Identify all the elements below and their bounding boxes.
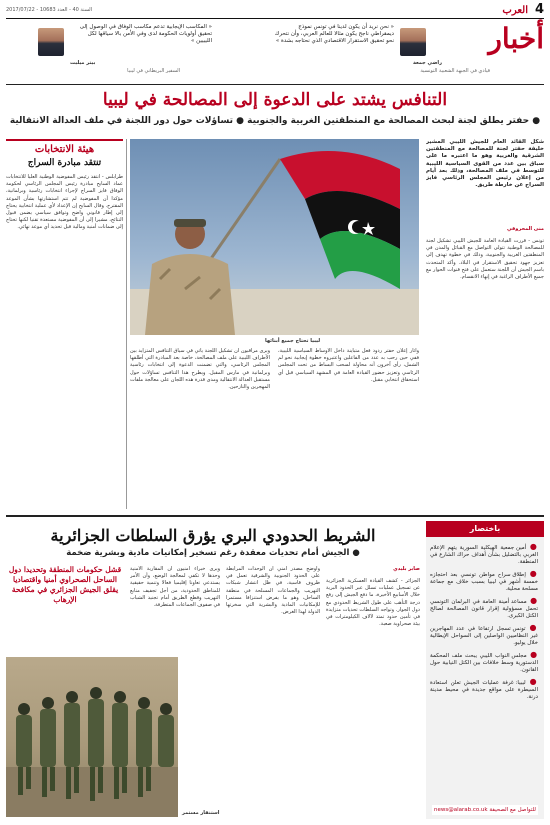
brief-item xyxy=(430,651,538,674)
headline: التنافس يشتد على الدعوة إلى المصالحة في ليبيا xyxy=(102,90,448,110)
subheadline: ● حفتر يطلق لجنة لبحث المصالحة مع المنطقتين الغربية والجنوبية ● تساؤلات حول دور اللجنة في ملف العدالة الانتقالية xyxy=(9,116,541,126)
box-subtitle: تنتقد مبادرة السراج xyxy=(27,158,102,168)
brief-text: أمين جمعية الهيكلية السورية يتهم الإعلام الغربي بالتضليل بشأن أهداف حراك الشارع في المنطقة. xyxy=(430,545,538,565)
quote-author-role: السفير البريطاني في ليبيا xyxy=(127,68,180,74)
dateline: السنة 40 - العدد 10683 - 2017/07/22 xyxy=(6,7,92,13)
sidebar-header: باختصار xyxy=(426,521,544,537)
article-lead: شكل القائد العام للجيش الليبي المشير خليفة حفتر لجنة للمصالحة مع المنطقتين الشرقية والغربية وهو ما اعتبره ما على سباق بين عدد من القوى السياسية الليبية للتوسط في ملف المصالحة، وذلك بعد أيام من إعلان رئيس المجلس الرئاسي فايز السراج عن خارطة طريق. xyxy=(426,139,544,189)
brief-text: تونس تسجل ارتفاعا في عدد المهاجرين غير النظاميين الواصلين إلى السواحل الإيطالية خلال يوليو. xyxy=(430,626,538,646)
byline: منى المحروقي xyxy=(506,226,544,232)
bullet-icon: ● xyxy=(526,596,538,605)
brief-item xyxy=(430,678,538,701)
brief-item xyxy=(430,597,538,620)
brief-text: مساعد أمينة العامة في البرلمان التونسي تحمل مسؤولية إقرار قانون المصالحة لصالح الكتل الكبرى. xyxy=(430,599,538,619)
contact-email[interactable]: للتواصل مع الصحيفة news@alarab.co.uk xyxy=(434,807,536,813)
briefs-sidebar xyxy=(426,521,544,819)
quote-author: راضي جمعة xyxy=(412,60,442,66)
brief-text: مجلس النواب الليبي يبحث ملف المحكمة الدستورية وسط خلافات بين الكتل النيابية حول القانون. xyxy=(430,653,538,673)
brief-item xyxy=(430,543,538,566)
brief-item xyxy=(430,570,538,593)
quote-text: « نحن نريد أن يكون لدينا في تونس نموذج ديمقراطي ناجح يكون مثالا للعالم العربي، وأن نتحرك نحو تحقيق الاستقرار الاقتصادي الذي نحتاجه بشدة » xyxy=(274,24,394,44)
quote-author-role: قيادي في الجبهة الشعبية التونسية xyxy=(420,68,490,74)
bullet-icon: ● xyxy=(526,650,538,659)
box-rule xyxy=(6,139,123,141)
divider xyxy=(6,515,544,517)
quote-author: بيتر ميليت xyxy=(70,60,96,66)
quote-text: « المكاسب الإيجابية تدعم مكاسب الوفاق في الوصول إلى تحقيق أولويات الحكومة لدى وفي الأمن بالا سياقها لكل الليبيين » xyxy=(79,24,212,44)
article-column: وأثار إعلان حفتر ردود فعل متباينة داخل الأوساط السياسية الليبية، ففي حين رحب به عدد من الفاعلين واعتبروه خطوة إيجابية نحو لم الشمل، رأى آخرون أنه محاولة لسحب البساط من تحت المجلس الرئاسي وتعزيز حضور القيادة العامة في المشهد السياسي قبل أي استحقاق انتخابي مقبل. xyxy=(278,348,419,383)
pull-quote: قشل حكومات المنطقة وتحديدا دول الساحل الصحراوي أمنيا واقتصاديا يقلق الجيش الجزائري في مكافحة الإرهاب xyxy=(8,565,122,604)
avatar xyxy=(38,28,64,56)
page-header xyxy=(6,4,544,19)
bullet-icon: ● xyxy=(526,542,538,551)
newspaper-logo: العرب xyxy=(502,5,528,16)
article-column: الجزائر - كشف القيادة العسكرية الجزائرية عن تسجيل عمليات تسلل عبر الحدود البرية خلال الأسابيع الأخيرة، ما دفع الجيش إلى رفع درجة التأهب على طول الشريط الحدودي مع دول الجوار. وتواجه السلطات تحديات متزايدة في تأمين حدود تمتد لآلاف الكيلومترات في بيئة صحراوية صعبة. xyxy=(326,578,420,628)
photo-soldier-with-flag xyxy=(130,139,419,335)
box-title: هيئة الانتخابات xyxy=(34,144,95,155)
briefs-list xyxy=(426,539,544,799)
bullet-icon: ● xyxy=(525,623,538,632)
article-column: ويرى خبراء أمنيون أن المقاربة الأمنية وحدها لا تكفي لمعالجة الوضع، وأن الأمر يستدعي تعاونا إقليميا فعالا وتنمية حقيقية للمناطق الحدودية، من أجل تجفيف منابع التهريب وقطع الطريق أمام تجنيد الشباب في صفوف الجماعات المتطرفة. xyxy=(130,566,220,609)
divider xyxy=(6,84,544,85)
box-body: طرابلس - انتقد رئيس المفوضية الوطنية العليا للانتخابات عماد السايح مبادرة رئيس المجلس الرئاسي لحكومة الوفاق فايز السراج لإجراء انتخابات رئاسية وبرلمانية، مؤكدا أن المفوضية لم تتم استشارتها بشأن الموعد المقترح. وقال السايح إن الإعداد لأي عملية انتخابية يحتاج إلى إطار قانوني واضح وتوافق سياسي يضمن قبول النتائج، مشيرا إلى أن المفوضية مستعدة تقنيا لكنها تحتاج إلى ضمانات أمنية ومالية قبل تحديد أي موعد نهائي. xyxy=(6,174,123,231)
photo-caption: ليبيا تحتاج جميع أبنائها xyxy=(265,338,321,344)
photo-marching-soldiers xyxy=(6,657,178,817)
article-column: وأوضح مصدر أمني أن الوحدات المرابطة على الحدود الجنوبية والشرقية تعمل في ظروف قاسية، في ظل انتشار شبكات التهريب والجماعات المسلحة في منطقة الساحل، وهو ما يفرض استنزافا مستمرا للإمكانيات المادية والبشرية التي سخرتها الدولة لهذا الغرض. xyxy=(226,566,320,616)
page-number: 4 xyxy=(534,2,544,17)
article-column: تونس - قررت القيادة العامة للجيش الليبي تشكيل لجنة للمصالحة الوطنية تتولى التواصل مع القبائل والمدن في المنطقتين الغربية والجنوبية، وذلك في خطوة تهدف إلى تعزيز جهود تحقيق الاستقرار في البلاد. وأكد المتحدث باسم الجيش أن اللجنة ستعمل على فتح قنوات الحوار مع جميع الأطراف الراغبة في إنهاء الانقسام. xyxy=(426,238,544,281)
brief-text: ليبيا: غرفة عمليات الجيش تعلن استعادة السيطرة على مواقع جديدة في محيط مدينة درنة. xyxy=(430,680,538,700)
brief-item xyxy=(430,624,538,647)
article-column: ويرى مراقبون أن تشكيل اللجنة يأتي في سياق التنافس المتزايد بين الأطراف الليبية على ملف المصالحة، خاصة بعد المبادرة التي أطلقها المجلس الرئاسي، والتي تضمنت الدعوة إلى انتخابات رئاسية وبرلمانية في مارس المقبل. ويطرح هذا التنافس تساؤلات حول مستقبل العدالة الانتقالية ومدى قدرة هذه اللجان على معالجة ملفات المهجرين والنازحين. xyxy=(130,348,270,391)
bullet-icon: ● xyxy=(525,569,538,578)
news-photo xyxy=(130,139,419,335)
subheadline: ● الجيش أمام تحديات معقدة رغم تسخير إمكانيات مادية وبشرية ضخمة xyxy=(66,548,360,558)
bullet-icon: ● xyxy=(525,677,538,686)
byline: صابر بليدي xyxy=(393,566,420,572)
avatar xyxy=(400,28,426,56)
headline: الشريط الحدودي البري يؤرق السلطات الجزائرية xyxy=(50,526,376,545)
brief-text: إطلاق سراح مواطن تونسي بعد احتجازه خمسة أشهر في ليبيا بسبب خلاف مع جماعة مسلحة محلية. xyxy=(430,572,538,592)
column-divider xyxy=(126,139,127,509)
pull-quote-box xyxy=(6,565,124,605)
news-photo xyxy=(6,657,178,817)
section-title: أخبار xyxy=(488,22,544,55)
photo-caption: استنفار مستمر xyxy=(182,810,220,816)
